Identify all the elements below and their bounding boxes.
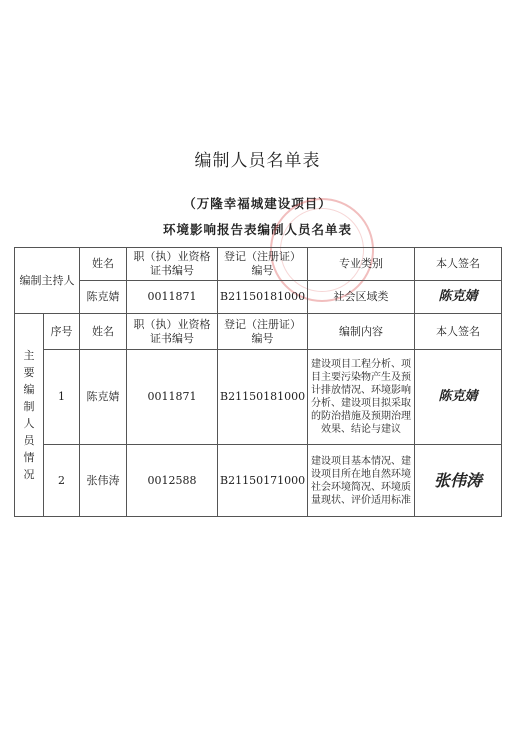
staff-header-name: 姓名 [80,314,127,350]
staff-header-reg: 登记（注册证）编号 [218,314,308,350]
staff-signature: 陈克婧 [415,350,502,445]
host-header-category: 专业类别 [308,248,415,281]
host-section-label: 编制主持人 [15,248,80,314]
host-header-signature: 本人签名 [415,248,502,281]
staff-header-cert: 职（执）业资格证书编号 [127,314,218,350]
host-name: 陈克婧 [80,281,127,314]
project-subtitle: （万隆幸福城建设项目） [183,196,332,211]
table-row [15,350,502,445]
staff-header-signature: 本人签名 [415,314,502,350]
table-caption: 环境影响报告表编制人员名单表 [162,222,352,237]
staff-reg-no: B21150171000 [218,445,308,517]
host-header-reg: 登记（注册证）编号 [218,248,308,281]
staff-cert-no: 0012588 [127,445,218,517]
host-header-cert: 职（执）业资格证书编号 [127,248,218,281]
staff-header-content: 编制内容 [308,314,415,350]
staff-no: 1 [44,350,80,445]
staff-name: 张伟涛 [80,445,127,517]
staff-no: 2 [44,445,80,517]
host-header-name: 姓名 [80,248,127,281]
staff-signature: 张伟涛 [415,445,502,517]
staff-cert-no: 0011871 [127,350,218,445]
table-row [15,445,502,517]
staff-reg-no: B21150181000 [218,350,308,445]
staff-content: 建设项目基本情况、建设项目所在地自然环境社会环境简况、环境质量现状、评价适用标准 [308,445,415,517]
host-row [15,281,502,314]
page-title: 编制人员名单表 [194,151,321,171]
staff-header-row [15,314,502,350]
staff-header-no: 序号 [44,314,80,350]
host-cert-no: 0011871 [127,281,218,314]
host-reg-no: B21150181000 [218,281,308,314]
staff-section-label [15,314,44,517]
host-header-row [15,248,502,281]
staff-content: 建设项目工程分析、项目主要污染物产生及预计排放情况、环境影响分析、建设项目拟采取的防治措施及预期治理效果、结论与建议 [308,350,415,445]
host-category: 社会区域类 [308,281,415,314]
staff-list-table [14,247,502,517]
staff-section-label-text: 主要编制人员情况 [23,349,35,481]
staff-name: 陈克婧 [80,350,127,445]
host-signature: 陈克婧 [415,281,502,314]
